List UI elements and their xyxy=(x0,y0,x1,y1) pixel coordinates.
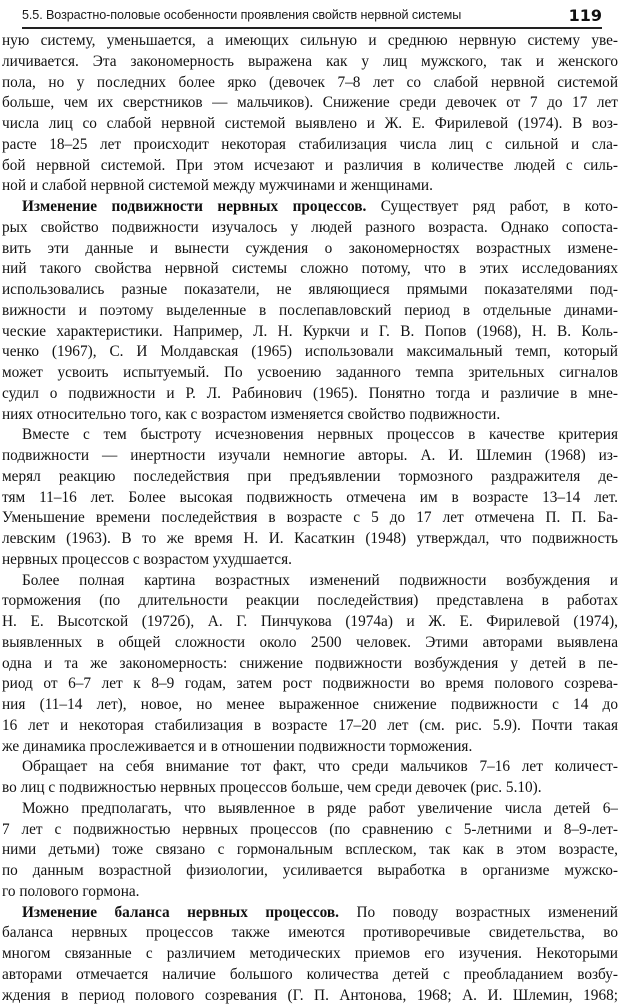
line-text: личивается. Эта закономерность выражена как у лиц мужского, так и женского xyxy=(2,53,618,70)
line-text: использовались разные показатели, не являющиеся прямыми показателями под- xyxy=(2,281,618,298)
text-line xyxy=(2,73,618,94)
text-line xyxy=(2,571,618,592)
paragraph xyxy=(2,571,618,758)
paragraph xyxy=(2,903,618,1006)
text-line xyxy=(2,550,618,571)
line-text: ческие характеристики. Например, Л. Н. Куркчи и Г. В. Попов (1968), Н. В. Коль- xyxy=(2,323,618,340)
text-line xyxy=(2,799,618,820)
line-text: рых свойство подвижности изучалось у людей разного возраста. Однако сопоста- xyxy=(2,219,618,236)
line-text: Существует ряд работ, в кото- xyxy=(366,198,618,215)
line-text: По поводу возрастных изменений xyxy=(339,904,618,921)
text-line xyxy=(2,903,618,924)
line-text: баланса нервных процессов также имеются противоречивые свидетельства, во xyxy=(2,924,618,941)
line-text: вить эти данные и вынести суждения о закономерностях возрастных измене- xyxy=(2,240,618,257)
paragraph xyxy=(2,31,618,197)
paragraph xyxy=(2,425,618,570)
text-line xyxy=(2,591,618,612)
text-line xyxy=(2,425,618,446)
line-text: пола, но у последних более ярко (девочек 7–8 лет со слабой нервной системой xyxy=(2,74,618,91)
line-text: мерял реакцию последействия при предъявлении тормозного раздражителя де- xyxy=(2,468,618,485)
line-text: больше, чем их сверстников — мальчиков). Снижение среди девочек от 7 до 17 лет xyxy=(2,94,618,111)
line-text: риод от 6–7 лет к 8–9 годам, затем рост подвижности во время полового созрева- xyxy=(2,675,618,692)
text-line xyxy=(2,944,618,965)
running-head xyxy=(22,4,602,26)
line-text: ниях относительно того, как с возрастом изменяется свойство подвижности. xyxy=(2,406,500,423)
header-rule xyxy=(22,27,602,29)
line-text: нервных процессов с возрастом ухудшается. xyxy=(2,551,292,568)
text-line xyxy=(2,322,618,343)
paragraph-heading: Изменение подвижности нервных процессов. xyxy=(22,198,366,215)
line-text: Н. Е. Высотской (1972б), А. Г. Пинчукова (1974а) и Ж. Е. Фирилевой (1974), xyxy=(2,613,618,630)
line-text: многом связанные с различием методических приемов его изучения. Некоторыми xyxy=(2,945,618,962)
line-text: ную систему, уменьшается, а имеющих сильную и среднюю нервную систему уве- xyxy=(2,32,618,49)
line-text: ждения в период полового созревания (Г. П. Антонова, 1968; А. И. Шлемин, 1968; xyxy=(2,987,618,1004)
line-text: расте 18–25 лет происходит некоторая стабилизация числа лиц с сильной и сла- xyxy=(2,136,618,153)
text-line xyxy=(2,695,618,716)
paragraph xyxy=(2,757,618,799)
text-line xyxy=(2,446,618,467)
text-line xyxy=(2,114,618,135)
text-line xyxy=(2,612,618,633)
line-text: вижности и поэтому выделенные в послепавловский период в отдельные динами- xyxy=(2,302,618,319)
body-text xyxy=(2,31,618,1006)
line-text: подвижности — инертности изучали немногие авторы. А. И. Шлемин (1968) из- xyxy=(2,447,618,464)
line-text: 7 лет с подвижностью нервных процессов (по сравнению с 5-летними и 8–9-лет- xyxy=(2,821,618,838)
line-text: во лиц с подвижностью нервных процессов больше, чем среди девочек (рис. 5.10). xyxy=(2,779,542,796)
text-line xyxy=(2,757,618,778)
line-text: авторами отмечается наличие большого количества детей с преобладанием возбу- xyxy=(2,966,618,983)
text-line xyxy=(2,882,618,903)
text-line xyxy=(2,861,618,882)
line-text: Можно предполагать, что выявленное в ряде работ увеличение числа детей 6– xyxy=(22,800,618,817)
text-line xyxy=(2,218,618,239)
text-line xyxy=(2,280,618,301)
text-line xyxy=(2,384,618,405)
text-line xyxy=(2,342,618,363)
line-text: го полового гормона. xyxy=(2,883,140,900)
line-text: ний такого свойства нервной системы сложно потому, что в этих исследованиях xyxy=(2,260,618,277)
text-line xyxy=(2,93,618,114)
line-text: левским (1963). В то же время Н. И. Касаткин (1948) утверждал, что подвижность xyxy=(2,530,618,547)
text-line xyxy=(2,176,618,197)
text-line xyxy=(2,31,618,52)
page-number: 119 xyxy=(569,6,602,25)
line-text: Более полная картина возрастных изменений подвижности возбуждения и xyxy=(22,572,618,589)
text-line xyxy=(2,488,618,509)
text-line xyxy=(2,197,618,218)
paragraph xyxy=(2,799,618,903)
paragraph xyxy=(2,197,618,425)
line-text: ними детьми) тоже связано с гормональным всплеском, так как в этом возрасте, xyxy=(2,841,618,858)
text-line xyxy=(2,135,618,156)
text-line xyxy=(2,986,618,1006)
line-text: ния (11–14 лет), новое, но менее выраженное снижение подвижности с 14 до xyxy=(2,696,618,713)
text-line xyxy=(2,239,618,260)
text-line xyxy=(2,737,618,758)
line-text: 16 лет и некоторая стабилизация в возрасте 17–20 лет (см. рис. 5.9). Почти такая xyxy=(2,717,618,734)
text-line xyxy=(2,633,618,654)
text-line xyxy=(2,674,618,695)
line-text: бой нервной системой. При этом исчезают и различия в количестве людей с силь- xyxy=(2,157,618,174)
line-text: Вместе с тем быстроту исчезновения нервных процессов в качестве критерия xyxy=(22,426,618,443)
line-text: одна и та же закономерность: снижение подвижности возбуждения у детей в пе- xyxy=(2,655,618,672)
line-text: числа лиц со слабой нервной системой выявлено и Ж. Е. Фирилевой (1974). В воз- xyxy=(2,115,618,132)
line-text: Обращает на себя внимание тот факт, что среди мальчиков 7–16 лет количест- xyxy=(22,758,618,775)
paragraph-heading: Изменение баланса нервных процессов. xyxy=(22,904,339,921)
text-line xyxy=(2,52,618,73)
text-line xyxy=(2,778,618,799)
text-line xyxy=(2,820,618,841)
line-text: может усвоить испытуемый. По усвоению заданного темпа зрительных сигналов xyxy=(2,364,618,381)
line-text: ной и слабой нервной системой между мужчинами и женщинами. xyxy=(2,177,433,194)
line-text: по данным возрастной физиологии, усиливается выработка в организме мужско- xyxy=(2,862,618,879)
text-line xyxy=(2,156,618,177)
line-text: торможения (по длительности реакции последействия) представлена в работах xyxy=(2,592,618,609)
text-line xyxy=(2,467,618,488)
text-line xyxy=(2,716,618,737)
line-text: судил о подвижности и Р. Л. Рабинович (1965). Понятно тогда и различие в мне- xyxy=(2,385,618,402)
text-line xyxy=(2,363,618,384)
line-text: выявленных в общей сложности около 2500 человек. Этими авторами выявлена xyxy=(2,634,618,651)
text-line xyxy=(2,508,618,529)
line-text: ченко (1967), С. И Молдавская (1965) использовали максимальный темп, который xyxy=(2,343,618,360)
text-line xyxy=(2,301,618,322)
running-title: 5.5. Возрастно-половые особенности проявления свойств нервной системы xyxy=(22,8,461,22)
text-line xyxy=(2,923,618,944)
text-line xyxy=(2,654,618,675)
line-text: тям 11–16 лет. Более высокая подвижность отмечена им в возрасте 13–14 лет. xyxy=(2,489,618,506)
text-line xyxy=(2,259,618,280)
line-text: Уменьшение времени последействия в возрасте с 5 до 17 лет отмечена П. П. Ба- xyxy=(2,509,618,526)
text-line xyxy=(2,840,618,861)
line-text: же динамика прослеживается и в отношении подвижности торможения. xyxy=(2,738,472,755)
text-line xyxy=(2,529,618,550)
text-line xyxy=(2,405,618,426)
